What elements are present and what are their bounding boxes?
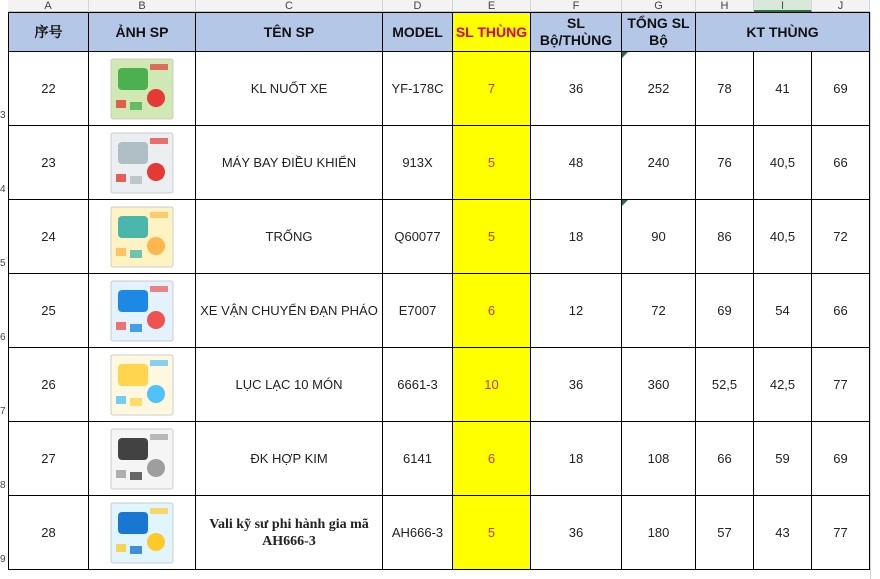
model-cell[interactable] [383,348,453,422]
sl-thung-cell[interactable] [453,274,531,348]
rc-helicopter-toy-image[interactable] [110,132,174,194]
product-name-cell-value: Vali kỹ sư phi hành gia mã AH666-3 [209,516,369,549]
kt-j-cell[interactable] [812,200,870,274]
kt-h-cell-value: 57 [717,525,732,540]
product-image[interactable] [89,348,196,422]
header-tong-sl-bo[interactable]: TỔNG SL Bộ [622,12,696,52]
tong-sl-bo-cell-value: 252 [647,81,670,96]
header-sl-bo-thung[interactable]: SL Bộ/THÙNG [531,12,622,52]
sl-bo-thung-cell-value: 36 [568,525,584,540]
row-number[interactable]: 9 [0,554,6,565]
sl-thung-cell[interactable] [453,200,531,274]
row-number[interactable]: 7 [0,406,6,417]
stt-cell[interactable] [8,496,89,570]
kt-i-cell[interactable] [754,422,812,496]
kt-i-cell[interactable] [754,52,812,126]
model-cell[interactable] [383,422,453,496]
tong-sl-bo-cell-value: 72 [651,303,666,318]
row-number[interactable]: 8 [0,480,6,491]
kt-h-cell[interactable] [696,422,754,496]
stt-cell[interactable] [8,348,89,422]
kt-h-cell-value: 66 [717,451,732,466]
kt-i-cell-value: 40,5 [769,155,796,170]
column-header-h[interactable]: H [696,0,754,12]
kt-j-cell[interactable] [812,126,870,200]
stt-cell[interactable] [8,274,89,348]
tong-sl-bo-cell[interactable] [622,422,696,496]
tong-sl-bo-cell-value: 360 [647,377,670,392]
sl-bo-thung-cell[interactable] [531,52,622,126]
sl-thung-cell-value: 5 [487,155,496,170]
product-name-cell[interactable] [196,348,383,422]
kt-j-cell-value: 66 [833,303,848,318]
cannon-truck-toy-image[interactable] [110,280,174,342]
sl-bo-thung-cell[interactable] [531,274,622,348]
kt-h-cell[interactable] [696,52,754,126]
model-cell-value: E7007 [398,303,437,318]
kt-j-cell-value: 77 [833,525,848,540]
sl-bo-thung-cell-value: 18 [568,229,584,244]
stt-cell[interactable] [8,200,89,274]
product-name-cell-value: XE VẬN CHUYỂN ĐẠN PHÁO [200,303,378,318]
header-image[interactable]: ẢNH SP [89,12,196,52]
column-header-a[interactable]: A [8,0,89,12]
sl-thung-cell-value: 6 [487,303,496,318]
kt-j-cell-value: 72 [833,229,848,244]
product-image[interactable] [89,422,196,496]
product-image[interactable] [89,274,196,348]
column-header-i[interactable]: I [754,0,812,12]
kt-j-cell[interactable] [812,52,870,126]
product-image[interactable] [89,496,196,570]
kt-h-cell[interactable] [696,200,754,274]
dinosaur-car-toy-image[interactable] [110,58,174,120]
sl-thung-cell-value: 6 [487,451,496,466]
tong-sl-bo-cell[interactable] [622,126,696,200]
column-header-j[interactable]: J [812,0,870,12]
kt-h-cell-value: 52,5 [711,377,738,392]
kt-h-cell[interactable] [696,496,754,570]
kt-h-cell-value: 69 [717,303,732,318]
column-header-f[interactable]: F [531,0,622,12]
row-number[interactable]: 5 [0,258,6,269]
stt-cell-value: 23 [41,155,56,170]
product-name-cell[interactable] [196,52,383,126]
kt-i-cell-value: 54 [775,303,790,318]
tong-sl-bo-cell[interactable] [622,200,696,274]
kt-j-cell-value: 66 [833,155,848,170]
model-cell[interactable] [383,52,453,126]
header-model[interactable]: MODEL [383,12,453,52]
model-cell-value: 6661-3 [397,377,438,392]
drum-toy-image[interactable] [110,206,174,268]
kt-i-cell[interactable] [754,274,812,348]
sl-bo-thung-cell[interactable] [531,126,622,200]
kt-j-cell-value: 69 [833,81,848,96]
model-cell[interactable] [383,496,453,570]
sl-bo-thung-cell-value: 12 [568,303,584,318]
kt-i-cell[interactable] [754,200,812,274]
kt-j-cell[interactable] [812,274,870,348]
sl-thung-cell-value: 7 [487,81,496,96]
kt-i-cell[interactable] [754,496,812,570]
stt-cell[interactable] [8,126,89,200]
kt-h-cell-value: 76 [717,155,732,170]
comment-indicator-icon [622,52,628,58]
sl-bo-thung-cell-value: 18 [568,451,584,466]
stt-cell[interactable] [8,52,89,126]
kt-j-cell[interactable] [812,422,870,496]
product-name-cell[interactable] [196,126,383,200]
sl-bo-thung-cell[interactable] [531,422,622,496]
kt-j-cell[interactable] [812,348,870,422]
kt-h-cell-value: 78 [717,81,732,96]
kt-i-cell[interactable] [754,348,812,422]
product-image[interactable] [89,52,196,126]
column-header-g[interactable]: G [622,0,696,12]
stt-cell-value: 26 [41,377,56,392]
kt-i-cell-value: 41 [775,81,790,96]
sl-thung-cell[interactable] [453,52,531,126]
sl-thung-cell-value: 5 [487,229,496,244]
model-cell[interactable] [383,200,453,274]
tong-sl-bo-cell[interactable] [622,496,696,570]
row-number[interactable]: 4 [0,184,6,195]
model-cell[interactable] [383,126,453,200]
astronaut-case-toy-image[interactable] [110,502,174,564]
row-number[interactable]: 3 [0,110,6,121]
kt-h-cell[interactable] [696,126,754,200]
kt-j-cell-value: 69 [833,451,848,466]
kt-i-cell-value: 59 [775,451,790,466]
sl-bo-thung-cell[interactable] [531,200,622,274]
gridline [870,12,880,579]
kt-j-cell[interactable] [812,496,870,570]
tong-sl-bo-cell-value: 240 [647,155,670,170]
stt-cell-value: 22 [41,81,56,96]
stt-cell-value: 25 [41,303,56,318]
product-name-cell-value: TRỐNG [265,229,313,244]
comment-indicator-icon [622,200,628,206]
kt-h-cell[interactable] [696,348,754,422]
sl-thung-cell[interactable] [453,348,531,422]
column-header-c[interactable]: C [196,0,383,12]
column-header-b[interactable]: B [89,0,196,12]
product-name-cell[interactable] [196,200,383,274]
tong-sl-bo-cell[interactable] [622,52,696,126]
kt-i-cell-value: 42,5 [769,377,796,392]
tong-sl-bo-cell-value: 108 [647,451,670,466]
model-cell-value: YF-178C [391,81,444,96]
kt-j-cell-value: 77 [833,377,848,392]
kt-h-cell[interactable] [696,274,754,348]
row-number[interactable]: 6 [0,332,6,343]
sl-bo-thung-cell[interactable] [531,496,622,570]
sl-bo-thung-cell-value: 48 [568,155,584,170]
kt-h-cell-value: 86 [717,229,732,244]
product-name-cell[interactable] [196,274,383,348]
die-cast-car-toy-image[interactable] [110,428,174,490]
sl-bo-thung-cell-value: 36 [568,81,584,96]
sl-thung-cell-value: 5 [487,525,496,540]
product-image[interactable] [89,200,196,274]
sl-thung-cell-value: 10 [484,377,499,392]
product-image[interactable] [89,126,196,200]
product-name-cell-value: LỤC LẠC 10 MÓN [235,377,343,392]
model-cell[interactable] [383,274,453,348]
column-header-e[interactable]: E [453,0,531,12]
model-cell-value: AH666-3 [391,525,444,540]
product-name-cell[interactable] [196,422,383,496]
kt-i-cell-value: 40,5 [769,229,796,244]
sl-thung-cell[interactable] [453,496,531,570]
product-name-cell-value: KL NUỐT XE [250,81,328,96]
stt-cell-value: 28 [41,525,56,540]
model-cell-value: Q60077 [394,229,441,244]
header-kt-thung[interactable]: KT THÙNG [696,12,870,52]
model-cell-value: 6141 [403,451,432,466]
header-stt[interactable]: 序号 [8,12,89,52]
baby-rattle-set-image[interactable] [110,354,174,416]
sl-thung-cell[interactable] [453,126,531,200]
product-name-cell[interactable] [196,496,383,570]
tong-sl-bo-cell[interactable] [622,348,696,422]
product-name-cell-value: ĐK HỢP KIM [250,451,328,466]
product-name-cell-value: MÁY BAY ĐIỀU KHIỂN [221,155,357,170]
sl-bo-thung-cell[interactable] [531,348,622,422]
tong-sl-bo-cell-value: 90 [651,229,666,244]
stt-cell-value: 27 [41,451,56,466]
header-name[interactable]: TÊN SP [196,12,383,52]
tong-sl-bo-cell-value: 180 [647,525,670,540]
kt-i-cell[interactable] [754,126,812,200]
model-cell-value: 913X [402,155,433,170]
column-header-d[interactable]: D [383,0,453,12]
tong-sl-bo-cell[interactable] [622,274,696,348]
sl-thung-cell[interactable] [453,422,531,496]
stt-cell[interactable] [8,422,89,496]
stt-cell-value: 24 [41,229,56,244]
sl-bo-thung-cell-value: 36 [568,377,584,392]
kt-i-cell-value: 43 [775,525,790,540]
header-sl-thung[interactable]: SL THÙNG [453,12,531,52]
